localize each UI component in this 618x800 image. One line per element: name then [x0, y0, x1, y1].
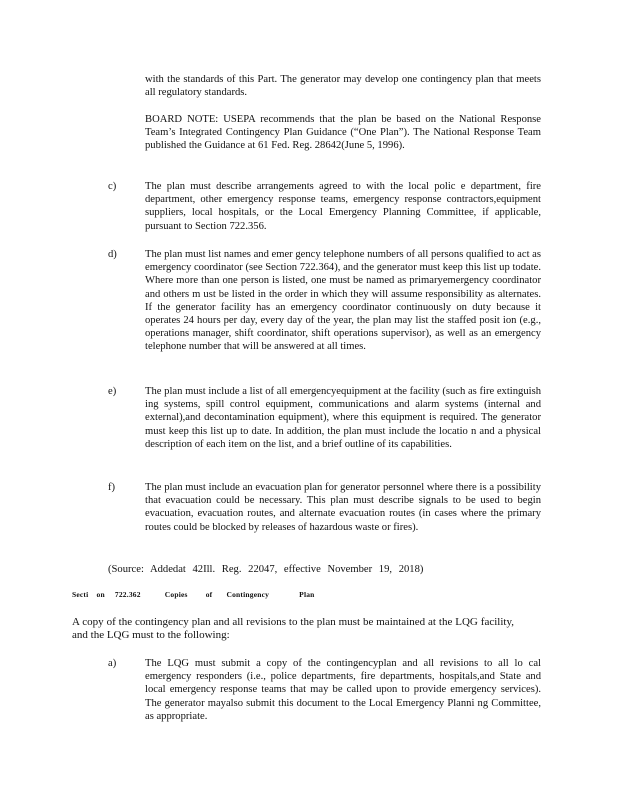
- item-text-f: The plan must include an evacuation plan for generator personnel where there is a possibility that evacuation could be necessary. This plan must describe signals to be used to begin evacuation, evacuation routes, and alternate evacuation routes (in cases where the primary routes could be blocked by releases of hazardous waste or fires).: [145, 482, 541, 533]
- section-heading-word2: of: [205, 590, 213, 599]
- section-number: 722.362: [114, 590, 141, 599]
- section-heading-word1: Copies: [164, 590, 188, 599]
- sub-item-label-a: a): [108, 658, 117, 669]
- board-note: BOARD NOTE: USEPA recommends that the plan be based on the National Response Team’s Integrated Contingency Plan Guidance (“One Plan”). The National Response Team published the Guidance at 61 Fed. Reg. 28642(June 5, 1996).: [145, 114, 541, 152]
- section-heading-part2: on: [96, 590, 105, 599]
- section-heading-part1: Secti: [72, 590, 89, 599]
- section-heading-word4: Plan: [299, 590, 315, 599]
- item-text-e: The plan must include a list of all emergencyequipment at the facility (such as fire extinguish ing systems, spill control equipment, communications and alarm systems (internal and external),and decontamination equipment), where this equipment is required. The generator must keep this list up to date. In addition, the plan must include the locatio n and a physical description of each item on the list, and a brief outline of its capabilities.: [145, 386, 541, 450]
- source-note: (Source: Addedat 42Ill. Reg. 22047, effective November 19, 2018): [108, 564, 424, 575]
- item-label-f: f): [108, 482, 116, 493]
- section-intro: A copy of the contingency plan and all revisions to the plan must be maintained at the LQG facility, and the LQG must to the following:: [72, 616, 514, 642]
- sub-item-text-a: The LQG must submit a copy of the contingencyplan and all revisions to all lo cal emergency responders (i.e., police departments, fire departments, hospitals,and State and local emergency response teams that may be called upon to provide emergency services). The generator mayalso submit this document to the Local Emergency Planni ng Committee, as appropriate.: [145, 658, 541, 722]
- item-label-d: d): [108, 249, 117, 260]
- section-heading-word3: Contingency: [226, 590, 270, 599]
- item-text-c: The plan must describe arrangements agreed to with the local polic e department, fire department, other emergency response teams, emergency response contractors,equipment suppliers, local hospitals, or the Local Emergency Planning Committee, if applicable, pursuant to Section 722.356.: [145, 181, 541, 232]
- item-label-c: c): [108, 181, 117, 192]
- section-heading: [72, 590, 372, 599]
- continuation-paragraph: with the standards of this Part. The generator may develop one contingency plan that meets all regulatory standards.: [145, 74, 541, 99]
- item-label-e: e): [108, 386, 117, 397]
- item-text-d: The plan must list names and emer gency telephone numbers of all persons qualified to act as emergency coordinator (see Section 722.364), and the generator must keep this list up todate. Where more than one person is listed, one must be named as primaryemergency coordinator and others m ust be listed in the order in which they will assume responsibility as alternates. If the generator facility has an emergency coordinator continuously on duty because it operates 24 hours per day, every day of the year, the plan may list the staffed posit ion (e.g., operations manager, shift coordinator, shift operations supervisor), as well as an emergency telephone number that will be answered at all times.: [145, 249, 541, 353]
